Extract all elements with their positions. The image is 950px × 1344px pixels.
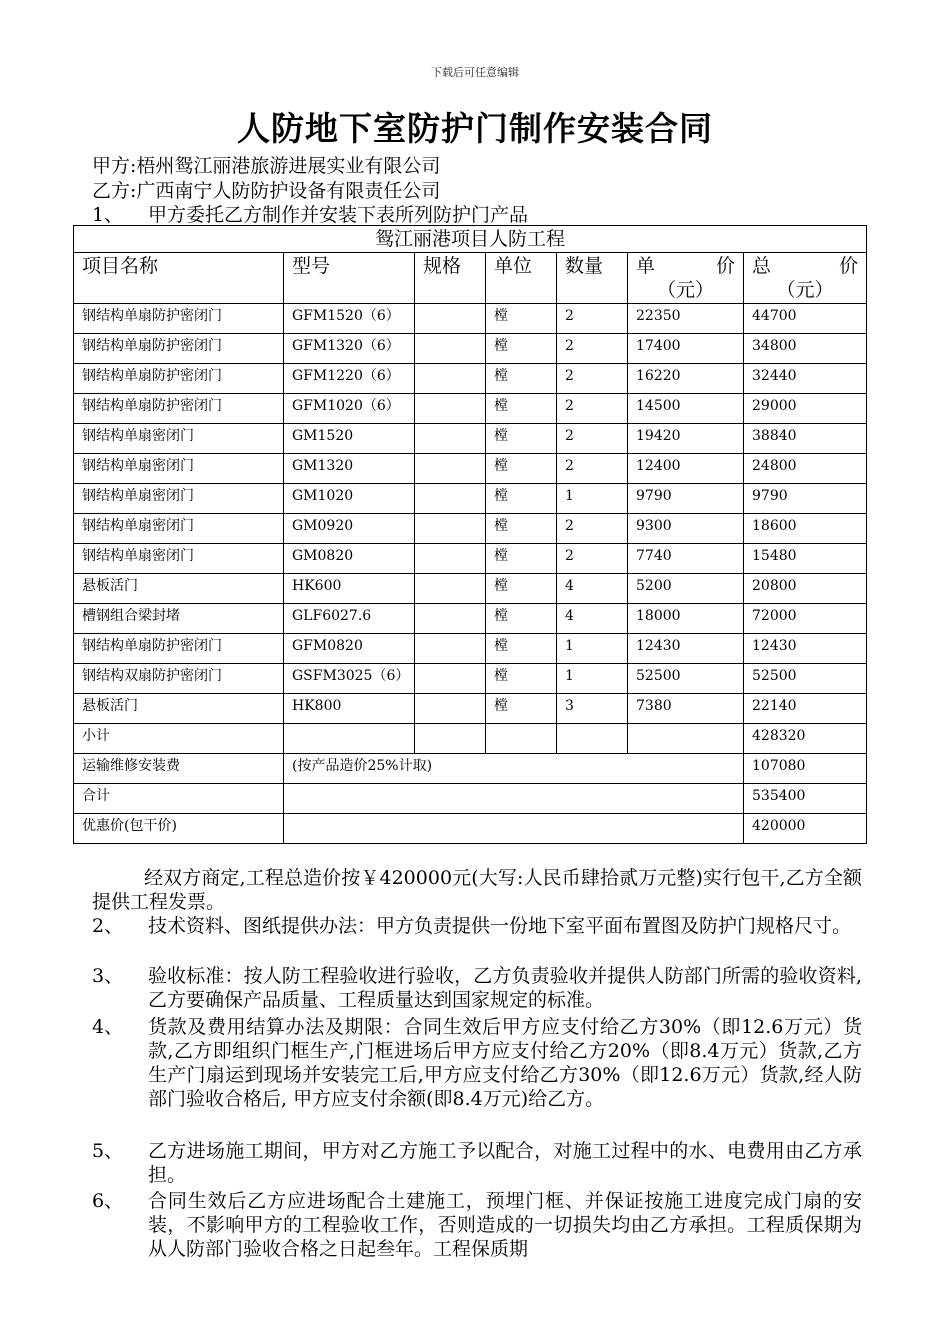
- price-statement: 经双方商定,工程总造价按￥420000元(大写:人民币肆拾贰万元整)实行包干,乙方全额提供工程发票。: [92, 867, 862, 913]
- cell-unit: 樘: [486, 574, 557, 604]
- transport-note: (按产品造价25%计取): [284, 754, 744, 784]
- cell-qty: 2: [557, 544, 628, 574]
- cell-qty: 2: [557, 364, 628, 394]
- table-row: [74, 454, 867, 484]
- clause-number: 5、: [92, 1140, 124, 1162]
- cell-model: HK800: [284, 694, 415, 724]
- clause-number: 2、: [92, 915, 124, 937]
- contract-title: 人防地下室防护门制作安装合同: [237, 109, 713, 148]
- cell-name: 钢结构单扇密闭门: [74, 424, 284, 454]
- table-row: [74, 694, 867, 724]
- cell-name: 钢结构单扇密闭门: [74, 454, 284, 484]
- cell-unit: 樘: [486, 484, 557, 514]
- cell-spec: [415, 604, 486, 634]
- table-project-row: [74, 226, 867, 253]
- cell-price: 19420: [628, 424, 744, 454]
- cell-total: 72000: [744, 604, 867, 634]
- sum-row: [74, 784, 867, 814]
- cell-price: 9300: [628, 514, 744, 544]
- clause-text: 合同生效后乙方应进场配合土建施工，预埋门框、并保证按施工进度完成门扇的安装，不影响甲方的工程验收工作，否则造成的一切损失均由乙方承担。工程质保期为从人防部门验收合格之日起叁年。工程保质期: [148, 1190, 862, 1260]
- cell-qty: 2: [557, 394, 628, 424]
- party-b: 乙方:广西南宁人防防护设备有限责任公司: [92, 180, 441, 202]
- header-price-b: 价: [715, 255, 735, 277]
- header-total-a: 总: [752, 255, 772, 277]
- discount-value: 420000: [744, 814, 867, 844]
- discount-label: 优惠价(包干价): [74, 814, 284, 844]
- table-row: [74, 334, 867, 364]
- cell-unit: 樘: [486, 634, 557, 664]
- cell-qty: 3: [557, 694, 628, 724]
- cell-price: 22350: [628, 304, 744, 334]
- clause-1: [92, 200, 528, 227]
- cell-spec: [415, 694, 486, 724]
- clause-text: 乙方进场施工期间，甲方对乙方施工予以配合，对施工过程中的水、电费用由乙方承担。: [148, 1140, 862, 1186]
- cell-total: 20800: [744, 574, 867, 604]
- table-row: [74, 484, 867, 514]
- table-row: [74, 424, 867, 454]
- cell-unit: 樘: [486, 514, 557, 544]
- cell-spec: [415, 664, 486, 694]
- cell-unit: 樘: [486, 454, 557, 484]
- cell-price: 12430: [628, 634, 744, 664]
- clause-number: 4、: [92, 1016, 124, 1038]
- clause-text: 货款及费用结算办法及期限：合同生效后甲方应支付给乙方30%（即12.6万元）货款,乙方即组织门框生产,门框进场后甲方应支付给乙方20%（即8.4万元）货款,乙方生产门扇运到现场并安装完工后,甲方应支付给乙方30%（即12.6万元）货款,经人防部门验收合格后, 甲方应支付余额(即8.4万元)给乙方。: [148, 1016, 862, 1110]
- cell-total: 52500: [744, 664, 867, 694]
- sum-label: 合计: [74, 784, 284, 814]
- cell-unit: 樘: [486, 604, 557, 634]
- table-row: [74, 544, 867, 574]
- header-total-unit: （元）: [776, 279, 834, 301]
- table-row: [74, 574, 867, 604]
- header-name: 项目名称: [74, 253, 284, 304]
- cell-model: GFM0820: [284, 634, 415, 664]
- cell-price: 5200: [628, 574, 744, 604]
- cell-price: 7740: [628, 544, 744, 574]
- project-name: 鸳江丽港项目人防工程: [74, 226, 867, 253]
- cell-qty: 2: [557, 454, 628, 484]
- cell-total: 15480: [744, 544, 867, 574]
- cell-spec: [415, 574, 486, 604]
- clause-6: [92, 1189, 862, 1261]
- cell-qty: 2: [557, 424, 628, 454]
- cell-unit: 樘: [486, 694, 557, 724]
- transport-value: 107080: [744, 754, 867, 784]
- clause-text: 技术资料、图纸提供办法：甲方负责提供一份地下室平面布置图及防护门规格尺寸。: [148, 915, 852, 937]
- header-price: [628, 253, 744, 304]
- clause-4: [92, 1015, 862, 1111]
- product-table: [73, 225, 867, 844]
- table-row: [74, 364, 867, 394]
- cell-name: 悬板活门: [74, 694, 284, 724]
- cell-total: 29000: [744, 394, 867, 424]
- clause-number: 6、: [92, 1190, 124, 1212]
- cell-total: 32440: [744, 364, 867, 394]
- sum-value: 535400: [744, 784, 867, 814]
- cell-spec: [415, 544, 486, 574]
- clause-text: 甲方委托乙方制作并安装下表所列防护门产品: [148, 204, 529, 226]
- subtotal-value: 428320: [744, 724, 867, 754]
- cell-spec: [415, 454, 486, 484]
- cell-price: 14500: [628, 394, 744, 424]
- cell-unit: 樘: [486, 664, 557, 694]
- cell-spec: [415, 304, 486, 334]
- cell-model: GM1020: [284, 484, 415, 514]
- cell-spec: [415, 634, 486, 664]
- cell-price: 12400: [628, 454, 744, 484]
- header-unit: 单位: [486, 253, 557, 304]
- table-row: [74, 634, 867, 664]
- cell-total: 12430: [744, 634, 867, 664]
- subtotal-row: [74, 724, 867, 754]
- cell-name: 钢结构单扇密闭门: [74, 514, 284, 544]
- cell-model: GFM1220（6）: [284, 364, 415, 394]
- cell-model: GM0820: [284, 544, 415, 574]
- cell-qty: 4: [557, 604, 628, 634]
- cell-unit: 樘: [486, 394, 557, 424]
- header-total: [744, 253, 867, 304]
- cell-total: 9790: [744, 484, 867, 514]
- table-row: [74, 514, 867, 544]
- cell-qty: 4: [557, 574, 628, 604]
- cell-name: 钢结构单扇密闭门: [74, 544, 284, 574]
- cell-unit: 樘: [486, 304, 557, 334]
- header-spec: 规格: [415, 253, 486, 304]
- cell-spec: [415, 364, 486, 394]
- cell-qty: 1: [557, 664, 628, 694]
- header-price-a: 单: [636, 255, 656, 277]
- header-qty: 数量: [557, 253, 628, 304]
- clause-number: 3、: [92, 965, 124, 987]
- cell-spec: [415, 394, 486, 424]
- cell-model: GSFM3025（6）: [284, 664, 415, 694]
- cell-total: 24800: [744, 454, 867, 484]
- party-a: 甲方:梧州鸳江丽港旅游进展实业有限公司: [92, 155, 441, 177]
- cell-model: GM0920: [284, 514, 415, 544]
- cell-total: 18600: [744, 514, 867, 544]
- header-price-unit: （元）: [656, 279, 714, 301]
- cell-spec: [415, 514, 486, 544]
- cell-unit: 樘: [486, 544, 557, 574]
- cell-name: 钢结构单扇密闭门: [74, 484, 284, 514]
- header-model: 型号: [284, 253, 415, 304]
- cell-total: 38840: [744, 424, 867, 454]
- cell-name: 钢结构单扇防护密闭门: [74, 304, 284, 334]
- cell-name: 钢结构单扇防护密闭门: [74, 634, 284, 664]
- cell-total: 22140: [744, 694, 867, 724]
- clause-2: [92, 914, 862, 938]
- cell-spec: [415, 484, 486, 514]
- discount-row: [74, 814, 867, 844]
- cell-model: HK600: [284, 574, 415, 604]
- cell-price: 18000: [628, 604, 744, 634]
- cell-total: 34800: [744, 334, 867, 364]
- table-row: [74, 604, 867, 634]
- header-note: 下载后可任意编辑: [431, 66, 519, 79]
- table-header-row: [74, 253, 867, 304]
- cell-qty: 2: [557, 334, 628, 364]
- clause-number: 1、: [92, 204, 124, 226]
- cell-spec: [415, 424, 486, 454]
- cell-model: GFM1320（6）: [284, 334, 415, 364]
- cell-name: 钢结构单扇防护密闭门: [74, 364, 284, 394]
- header-total-b: 价: [839, 255, 859, 277]
- cell-qty: 1: [557, 484, 628, 514]
- cell-model: GFM1020（6）: [284, 394, 415, 424]
- cell-model: GFM1520（6）: [284, 304, 415, 334]
- cell-total: 44700: [744, 304, 867, 334]
- transport-label: 运输维修安装费: [74, 754, 284, 784]
- cell-name: 钢结构双扇防护密闭门: [74, 664, 284, 694]
- cell-unit: 樘: [486, 424, 557, 454]
- cell-unit: 樘: [486, 364, 557, 394]
- cell-model: GM1520: [284, 424, 415, 454]
- cell-price: 16220: [628, 364, 744, 394]
- clause-5: [92, 1139, 862, 1187]
- cell-name: 槽钢组合梁封堵: [74, 604, 284, 634]
- cell-qty: 2: [557, 514, 628, 544]
- cell-price: 17400: [628, 334, 744, 364]
- table-row: [74, 664, 867, 694]
- cell-model: GM1320: [284, 454, 415, 484]
- transport-row: [74, 754, 867, 784]
- cell-price: 52500: [628, 664, 744, 694]
- table-row: [74, 304, 867, 334]
- cell-spec: [415, 334, 486, 364]
- cell-qty: 2: [557, 304, 628, 334]
- cell-name: 悬板活门: [74, 574, 284, 604]
- cell-qty: 1: [557, 634, 628, 664]
- clause-3: [92, 964, 862, 1012]
- table-row: [74, 394, 867, 424]
- cell-price: 9790: [628, 484, 744, 514]
- cell-unit: 樘: [486, 334, 557, 364]
- cell-name: 钢结构单扇防护密闭门: [74, 394, 284, 424]
- cell-name: 钢结构单扇防护密闭门: [74, 334, 284, 364]
- subtotal-label: 小计: [74, 724, 284, 754]
- clause-text: 验收标准：按人防工程验收进行验收，乙方负责验收并提供人防部门所需的验收资料,乙方要确保产品质量、工程质量达到国家规定的标准。: [148, 965, 862, 1011]
- cell-price: 7380: [628, 694, 744, 724]
- cell-model: GLF6027.6: [284, 604, 415, 634]
